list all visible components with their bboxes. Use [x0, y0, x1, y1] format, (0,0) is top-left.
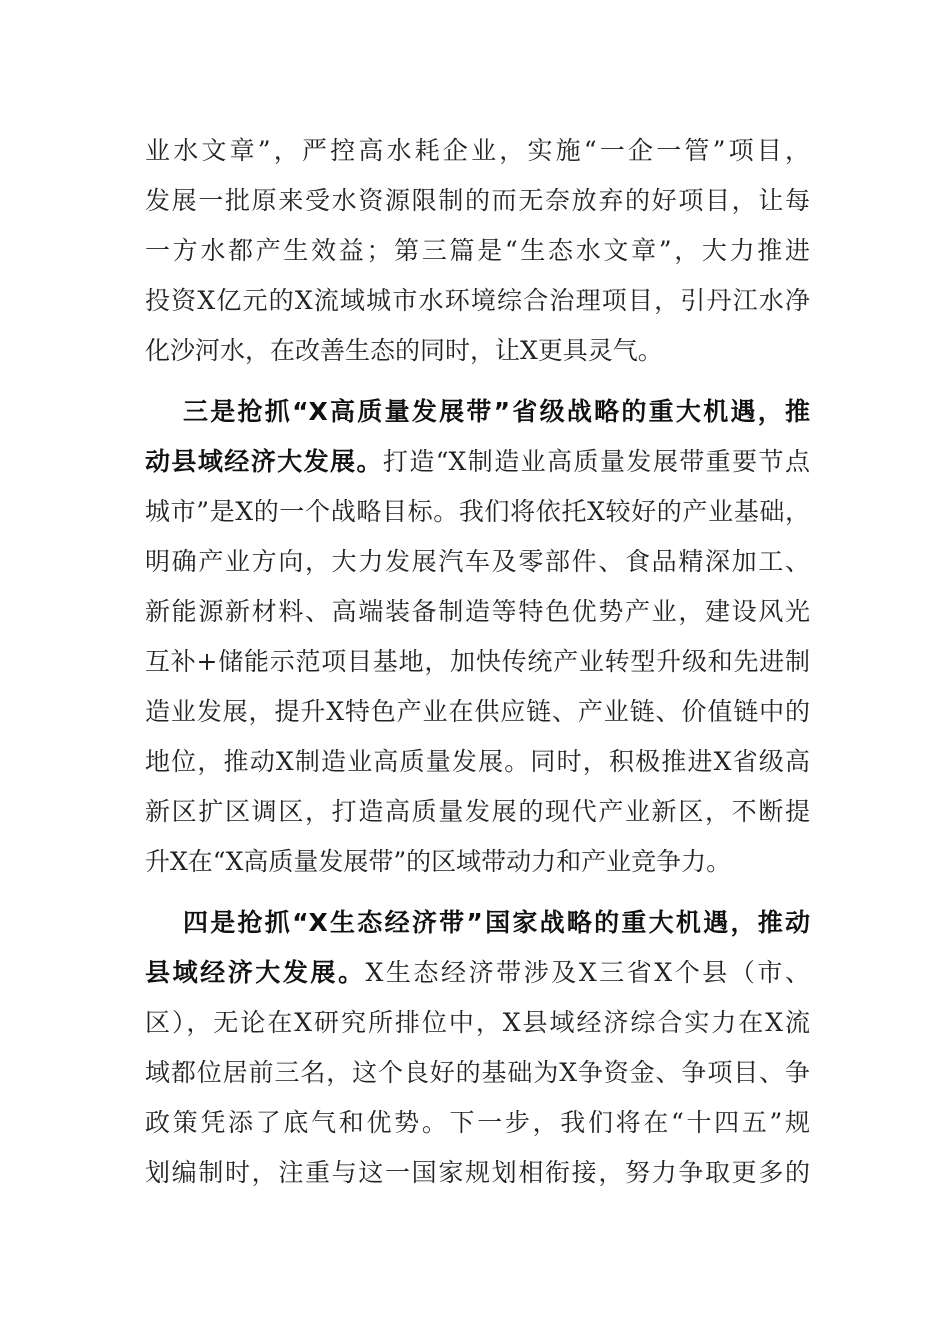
- body-text-line: 明确产业方向，大力发展汽车及零部件、食品精深加工、: [145, 547, 810, 576]
- section-heading-three-end: 动县域经济大发展。: [145, 447, 383, 476]
- body-text-line: 升X在“X高质量发展带”的区域带动力和产业竞争力。: [145, 847, 732, 876]
- body-text-line: 投资X亿元的X流域城市水环境综合治理项目，引丹江水净: [145, 286, 810, 315]
- body-text-line: 新区扩区调区，打造高质量发展的现代产业新区，不断提: [145, 797, 810, 826]
- body-text-run: X生态经济带涉及X三省X个县（市、: [365, 958, 810, 987]
- body-text-line: 新能源新材料、高端装备制造等特色优势产业，建设风光: [145, 597, 810, 626]
- body-text-line: 发展一批原来受水资源限制的而无奈放弃的好项目，让每: [145, 186, 810, 215]
- body-text-line: 一方水都产生效益；第三篇是“生态水文章”，大力推进: [145, 236, 810, 265]
- body-text-line: [145, 953, 810, 993]
- body-text-line: 造业发展，提升X特色产业在供应链、产业链、价值链中的: [145, 697, 810, 726]
- section-heading-four: 四是抢抓“X生态经济带”国家战略的重大机遇，推动: [183, 908, 810, 937]
- body-text-line: 政策凭添了底气和优势。下一步，我们将在“十四五”规: [145, 1108, 810, 1137]
- body-text-line: 地位，推动X制造业高质量发展。同时，积极推进X省级高: [145, 747, 810, 776]
- section-heading-four-end: 县域经济大发展。: [145, 958, 366, 987]
- body-text-line: 城市”是X的一个战略目标。我们将依托X较好的产业基础，: [145, 497, 810, 526]
- body-text-run: 打造“X制造业高质量发展带重要节点: [382, 447, 810, 476]
- body-text-line: 化沙河水，在改善生态的同时，让X更具灵气。: [145, 336, 663, 365]
- body-text-line: 互补+储能示范项目基地，加快传统产业转型升级和先进制: [145, 647, 810, 676]
- body-text-line: 域都位居前三名，这个良好的基础为X争资金、争项目、争: [145, 1058, 810, 1087]
- body-text-line: 划编制时，注重与这一国家规划相衔接，努力争取更多的: [145, 1158, 810, 1187]
- body-text-line: 业水文章”，严控高水耗企业，实施“一企一管”项目，: [145, 136, 810, 165]
- body-text-line: [145, 442, 810, 482]
- section-heading-three: 三是抢抓“X高质量发展带”省级战略的重大机遇，推: [183, 397, 810, 426]
- body-text-line: 区），无论在X研究所排位中，X县域经济综合实力在X流: [145, 1008, 810, 1037]
